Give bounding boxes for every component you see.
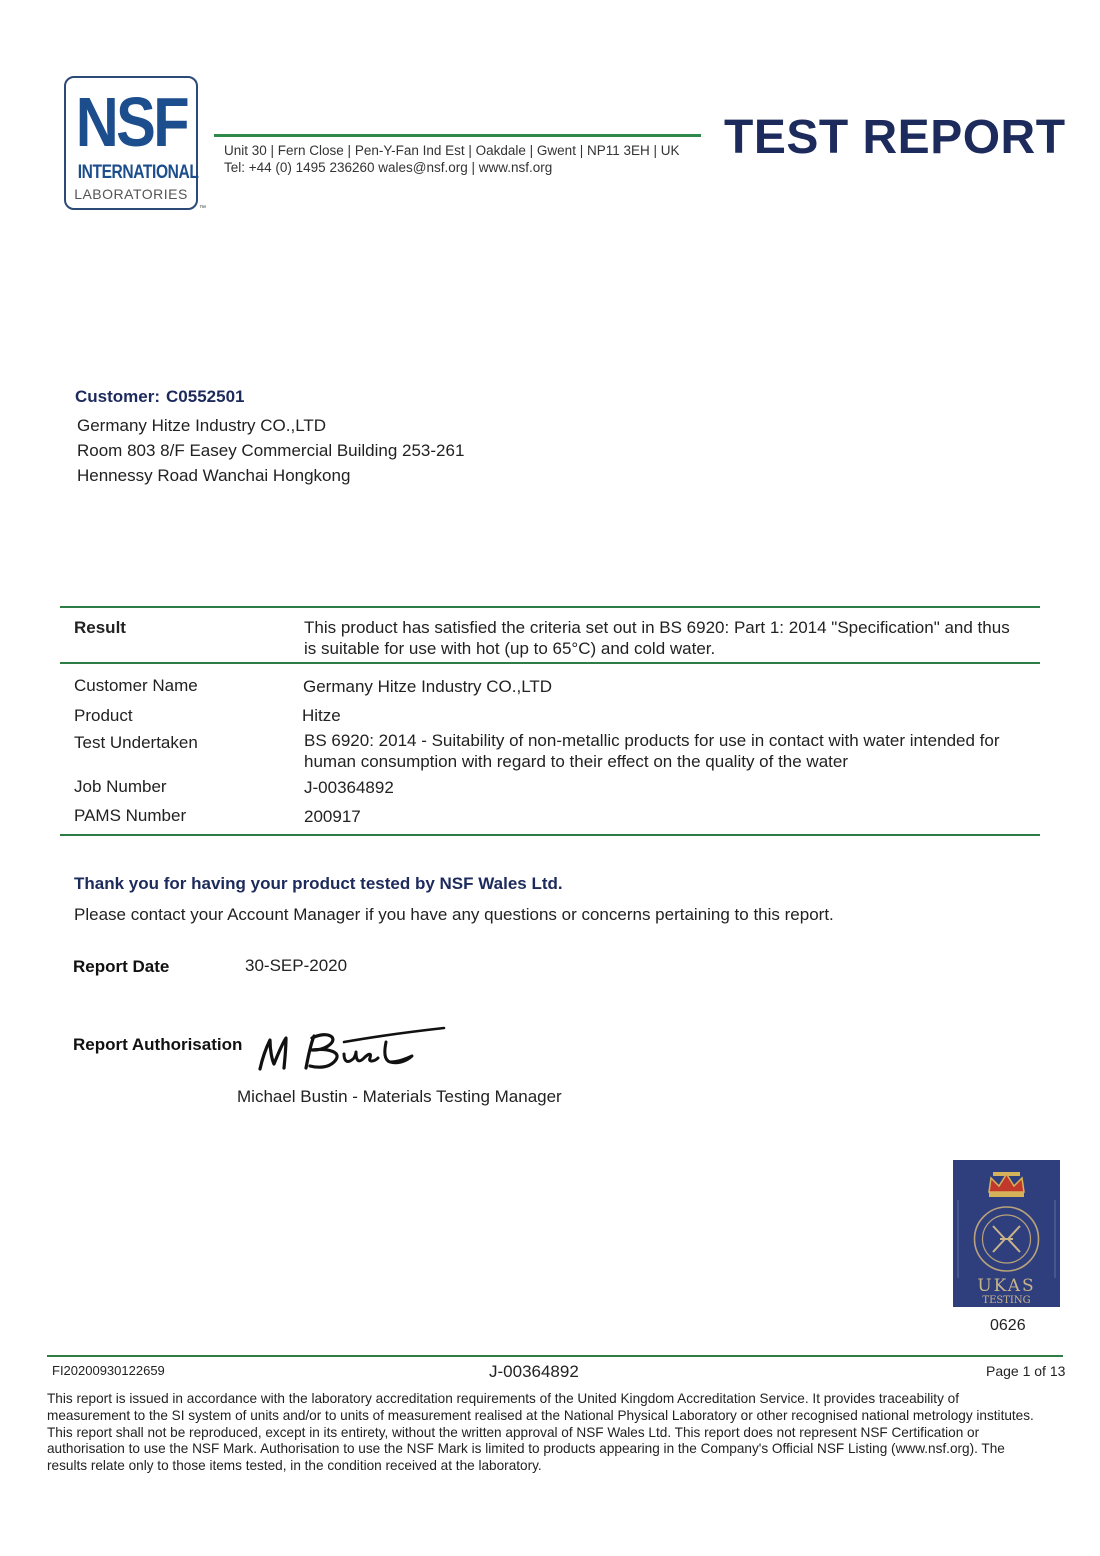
pams-number-value: 200917 <box>304 807 361 826</box>
disclaimer-line: This report is issued in accordance with the laboratory accreditation requirements of the United Kingdom Accreditation Service. It provides traceability of <box>47 1391 959 1406</box>
test-undertaken-line: human consumption with regard to their effect on the quality of the water <box>304 752 848 771</box>
product-label: Product <box>74 706 133 725</box>
signature <box>248 1024 448 1076</box>
thanks-text: Thank you for having your product tested by NSF Wales Ltd. <box>74 874 563 893</box>
page-title: TEST REPORT <box>724 111 1066 164</box>
header-rule <box>214 134 701 137</box>
logo-nsf-text: NSF <box>75 83 188 161</box>
footer-rule <box>47 1355 1063 1357</box>
customer-address-line: Room 803 8/F Easey Commercial Building 253-261 <box>77 441 465 460</box>
table-mid-rule <box>60 662 1040 664</box>
crown-icon <box>989 1172 1024 1197</box>
table-top-rule <box>60 606 1040 608</box>
footer-doc-id: FI20200930122659 <box>52 1363 165 1378</box>
test-undertaken-line: BS 6920: 2014 - Suitability of non-metallic products for use in contact with water intended for <box>304 731 1000 750</box>
product-value: Hitze <box>302 706 341 725</box>
footer-disclaimer <box>47 1391 1077 1475</box>
test-undertaken-label: Test Undertaken <box>74 733 198 752</box>
pams-number-label: PAMS Number <box>74 806 187 825</box>
signer-name: Michael Bustin - Materials Testing Manager <box>237 1087 562 1106</box>
contact-text: Please contact your Account Manager if you have any questions or concerns pertaining to this report. <box>74 905 834 924</box>
customer-name-label: Customer Name <box>74 676 198 695</box>
test-undertaken-value <box>304 730 1000 772</box>
ukas-mark <box>953 1160 1060 1307</box>
customer-code: C0552501 <box>166 387 245 406</box>
logo-laboratories-text: LABORATORIES <box>74 186 188 202</box>
job-number-value: J-00364892 <box>304 778 394 797</box>
result-text-line: This product has satisfied the criteria set out in BS 6920: Part 1: 2014 "Specification" and thus <box>304 618 1010 637</box>
header-contact: Tel: +44 (0) 1495 236260 wales@nsf.org | www.nsf.org <box>224 160 553 175</box>
job-number-label: Job Number <box>74 777 167 796</box>
result-label: Result <box>74 618 126 637</box>
disclaimer-line: authorisation to use the NSF Mark. Authorisation to use the NSF Mark is limited to products appearing in the Company's Official NSF Listing (www.nsf.org). The <box>47 1441 1005 1457</box>
ukas-testing-text: TESTING <box>982 1295 1031 1306</box>
result-text <box>304 617 1010 659</box>
report-date-value: 30-SEP-2020 <box>245 956 348 975</box>
logo-international-text: INTERNATIONAL <box>77 162 199 183</box>
logo-trademark: ™ <box>199 205 206 212</box>
disclaimer-line: This report shall not be reproduced, except in its entirety, without the written approval of NSF Wales Ltd. This report does not represent NSF Certification or <box>47 1424 980 1440</box>
header-address: Unit 30 | Fern Close | Pen-Y-Fan Ind Est | Oakdale | Gwent | NP11 3EH | UK <box>224 143 680 158</box>
customer-label: Customer: <box>75 387 161 406</box>
disclaimer-line: results relate only to those items tested, in the condition received at the laboratory. <box>47 1458 542 1474</box>
nsf-logo <box>64 76 206 212</box>
customer-address-line: Germany Hitze Industry CO.,LTD <box>77 416 327 435</box>
result-text-line: is suitable for use with hot (up to 65°C) and cold water. <box>304 639 716 658</box>
ukas-text: UKAS <box>977 1276 1036 1296</box>
footer-job-number: J-00364892 <box>489 1362 579 1381</box>
report-date-label: Report Date <box>73 957 170 976</box>
report-authorisation-label: Report Authorisation <box>73 1035 243 1054</box>
customer-heading <box>75 387 244 407</box>
footer-page-number: Page 1 of 13 <box>986 1363 1066 1379</box>
table-bottom-rule <box>60 834 1040 836</box>
ukas-code: 0626 <box>990 1317 1026 1334</box>
disclaimer-line: measurement to the SI system of units and/or to units of measurement realised at the National Physical Laboratory or other recognised national metrology institutes. <box>47 1407 1034 1423</box>
customer-name-value: Germany Hitze Industry CO.,LTD <box>303 677 553 696</box>
customer-address-line: Hennessy Road Wanchai Hongkong <box>77 466 351 485</box>
